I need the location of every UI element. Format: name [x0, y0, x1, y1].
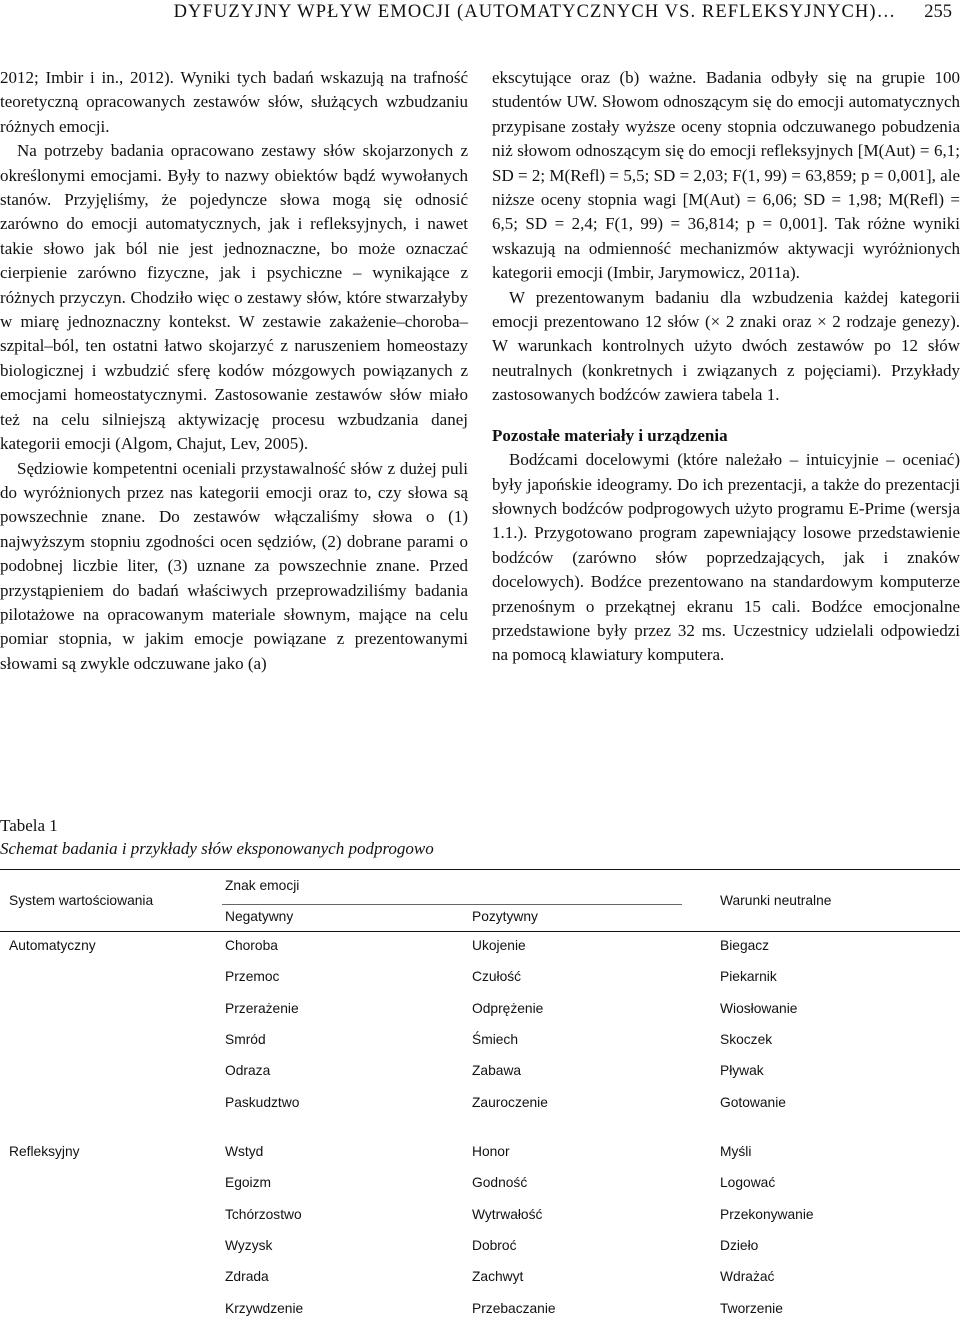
- table-cell: Skoczek: [720, 1032, 773, 1047]
- header-system: System wartościowania: [9, 893, 154, 908]
- table-cell: Gotowanie: [720, 1095, 786, 1110]
- table-cell: Tworzenie: [720, 1301, 783, 1316]
- header-neutralne: Warunki neutralne: [720, 893, 832, 908]
- table-cell: Choroba: [225, 938, 278, 953]
- table-cell: Dzieło: [720, 1238, 759, 1253]
- table-cell: Przemoc: [225, 969, 280, 984]
- table-cell: Pływak: [720, 1063, 764, 1078]
- table-cell: Honor: [472, 1144, 510, 1159]
- right-paragraph-3: Bodźcami docelowymi (które należało – intuicyjnie – oceniać) były japońskie ideogramy. Do ich prezentacji, a także do prezentacji słownych bodźców podprogowych użyto programu E-Prime (wersja 1.1.). Przygotowano program zapewniający losowe przedstawienie bodźców (zarówno słów poprzedzających, jak i znaków docelowych). Bodźce prezentowano na standardowym komputerze przenośnym o przekątnej ekranu 15 cali. Bodźce emocjonalne przedstawione były przez 32 ms. Uczestnicy udzielali odpowiedzi na pomocą klawiatury komputera.: [492, 450, 960, 665]
- table-cell: Godność: [472, 1175, 528, 1190]
- table-cell: Wstyd: [225, 1144, 264, 1159]
- table-cell: Czułość: [472, 969, 522, 984]
- left-paragraph-2: Na potrzeby badania opracowano zestawy słów skojarzonych z określonymi emocjami. Były to nazwy obiektów bądź wywołanych stanów. Przyjęliśmy, że pojedyncze słowa mogą się odnosić zarówno do emocji automatycznych, jak i refleksyjnych, i nawet takie słowo jak ból nie jest jednoznaczne, bo może oznaczać cierpienie zarówno fizyczne, jak i psychiczne – wynikające z różnych przyczyn. Chodziło więc o zestawy słów, które stwarzałyby w miarę jednoznaczny kontekst. W zestawie zakażenie–choroba–szpital–ból, ten ostatni łatwo skojarzyć z naruszeniem homeostazy biologicznej i wzbudzić sferę kodów mózgowych powiązanych z emocjami homeostatycznymi. Zastosowanie zestawów słów miało też na celu silniejszą aktywizację procesu wzbudzania danej kategorii emocji (Algom, Chajut, Lev, 2005).: [0, 141, 468, 454]
- table-cell: Odraza: [225, 1063, 271, 1078]
- table-cell: Śmiech: [472, 1032, 519, 1047]
- table-cell: Krzywdzenie: [225, 1301, 304, 1316]
- left-paragraph-3: Sędziowie kompetentni oceniali przystawalność słów z dużej puli do wyróżnionych przez nas kategorii emocji oraz to, czy słowa są powszechnie znane. Do zestawów włączaliśmy słowa o (1) najwyższym stopniu zgodności ocen sędziów, (2) dobrane parami o podobnej liczbie liter, (3) uznane za powszechnie znane. Przed przystąpieniem do badań właściwych przeprowadziliśmy badania pilotażowe na opracowanym materiale słownym, mające na celu pomiar stopnia, w jakim emocje powiązane z prezentowanymi słowami są zwykle odczuwane jako (a): [0, 458, 468, 673]
- header-znak: Znak emocji: [225, 878, 300, 893]
- table-cell: Smród: [225, 1032, 266, 1047]
- table-cell: Wdrażać: [720, 1269, 775, 1284]
- page-number: 255: [924, 2, 952, 22]
- table-cell: Wiosłowanie: [720, 1001, 798, 1016]
- table-cell: Wytrwałość: [472, 1207, 543, 1222]
- left-column: [0, 66, 468, 676]
- table-header-rule: [222, 904, 682, 905]
- running-header: [174, 2, 952, 23]
- table-cell: Dobroć: [472, 1238, 517, 1253]
- table-cell: Egoizm: [225, 1175, 272, 1190]
- table-cell: Piekarnik: [720, 969, 777, 984]
- header-negatywny: Negatywny: [225, 909, 294, 924]
- group-label: Refleksyjny: [9, 1144, 80, 1159]
- table-cell: Zabawa: [472, 1063, 522, 1078]
- table-cell: Przekonywanie: [720, 1207, 814, 1222]
- left-paragraph-1: 2012; Imbir i in., 2012). Wyniki tych badań wskazują na trafność teoretyczną opracowanych zestawów słów, służących wzbudzaniu różnych emocji.: [0, 68, 468, 136]
- table-caption-text: Schemat badania i przykłady słów eksponowanych podprogowo: [0, 839, 434, 858]
- table-cell: Wyzysk: [225, 1238, 273, 1253]
- table-cell: Myśli: [720, 1144, 752, 1159]
- header-pozytywny: Pozytywny: [472, 909, 538, 924]
- group-label: Automatyczny: [9, 938, 96, 953]
- table-cell: Tchórzostwo: [225, 1207, 302, 1222]
- table-cell: Ukojenie: [472, 938, 526, 953]
- table-cell: Przerażenie: [225, 1001, 299, 1016]
- table-top-rule: [0, 869, 960, 870]
- table-caption: [0, 814, 434, 860]
- table-cell: Zachwyt: [472, 1269, 524, 1284]
- right-paragraph-2: W prezentowanym badaniu dla wzbudzenia każdej kategorii emocji prezentowano 12 słów (× 2 znaki oraz × 2 rodzaje genezy). W warunkach kontrolnych użyto dwóch zestawów po 12 słów neutralnych (konkretnych i związanych z pojęciami). Przykłady zastosowanych bodźców zawiera tabela 1.: [492, 287, 960, 405]
- table-cell: Zdrada: [225, 1269, 269, 1284]
- right-column: [492, 66, 960, 668]
- right-paragraph-1: ekscytujące oraz (b) ważne. Badania odbyły się na grupie 100 studentów UW. Słowom odnoszącym się do emocji automatycznych przypisane zostały wyższe oceny stopnia odczuwanego pobudzenia niż słowom odnoszącym się do emocji refleksyjnych [M(Aut) = 6,1; SD = 2; M(Refl) = 5,5; SD = 2,03; F(1, 99) = 63,859; p = 0,001], ale niższe oceny stopnia wagi [M(Aut) = 6,06; SD = 1,98; M(Refl) = 6,5; SD = 2,4; F(1, 99) = 36,814; p = 0,001]. Tak różne wyniki wskazują na odmienność mechanizmów aktywacji wyróżnionych kategorii emocji (Imbir, Jarymowicz, 2011a).: [492, 68, 960, 283]
- section-title: Pozostałe materiały i urządzenia: [492, 425, 728, 445]
- running-header-title: DYFUZYJNY WPŁYW EMOCJI (AUTOMATYCZNYCH VS. REFLEKSYJNYCH)…: [173, 2, 897, 22]
- table-cell: Paskudztwo: [225, 1095, 300, 1110]
- table-cell: Odprężenie: [472, 1001, 544, 1016]
- table-label: Tabela 1: [0, 816, 58, 835]
- table-cell: Przebaczanie: [472, 1301, 556, 1316]
- table-header-bottom-rule: [0, 931, 960, 932]
- table-cell: Zauroczenie: [472, 1095, 548, 1110]
- table-cell: Biegacz: [720, 938, 770, 953]
- table-cell: Logować: [720, 1175, 776, 1190]
